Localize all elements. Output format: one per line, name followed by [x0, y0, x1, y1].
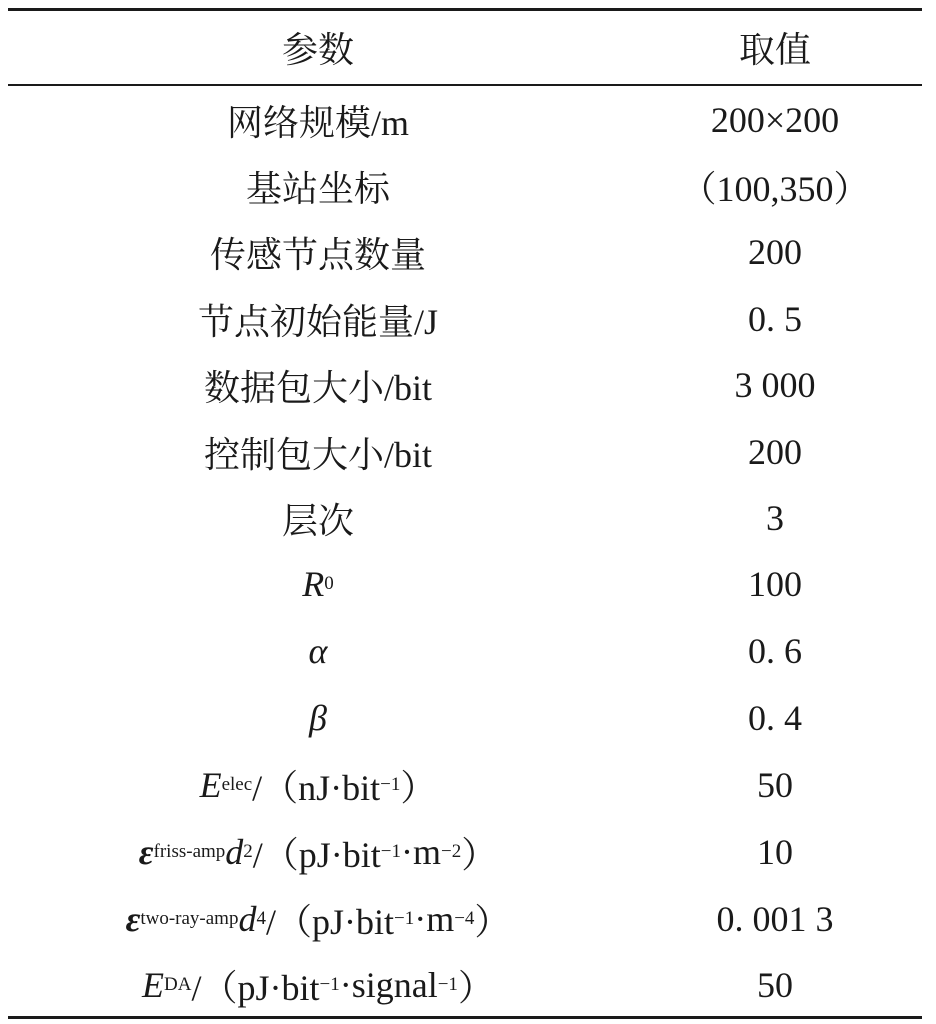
param-d: d — [225, 832, 244, 872]
param-symbol: R — [302, 564, 325, 604]
value-cell: 200×200 — [710, 100, 840, 140]
value-cell: 0. 001 3 — [716, 899, 834, 939]
param-unit: ） — [474, 901, 511, 942]
param-cell: ε friss-amp d 2 /（pJ·bit −1 ·m −2 ） — [8, 819, 628, 885]
value-cell: （100,350） — [680, 168, 870, 209]
param-unit: /（pJ·bit — [191, 967, 320, 1008]
param-cell: 传感节点数量 — [209, 234, 426, 275]
param-unit: /（nJ·bit — [252, 767, 381, 808]
table-top-rule — [8, 8, 922, 11]
table-header-row — [8, 12, 922, 82]
table-header-rule — [8, 84, 922, 86]
value-cell: 50 — [757, 965, 793, 1005]
table-row — [8, 886, 922, 952]
param-unit: /（pJ·bit — [252, 834, 381, 875]
table-row — [8, 685, 922, 751]
table-row — [8, 286, 922, 352]
value-cell: 3 — [766, 498, 784, 538]
value-cell: 10 — [757, 832, 793, 872]
value-cell: 200 — [748, 432, 802, 472]
param-unit: ·m — [414, 899, 455, 939]
param-symbol: ε — [125, 899, 141, 939]
param-unit: ） — [461, 834, 498, 875]
param-cell: 节点初始能量/J — [197, 301, 438, 342]
table-row — [8, 87, 922, 153]
table-row — [8, 551, 922, 617]
param-cell: 层次 — [281, 500, 354, 541]
value-cell: 50 — [757, 765, 793, 805]
param-symbol: β — [309, 698, 327, 738]
param-symbol: ε — [138, 832, 154, 872]
param-symbol: E — [199, 765, 222, 805]
table-row — [8, 352, 922, 418]
header-value: 取值 — [738, 29, 811, 70]
param-symbol: α — [308, 631, 328, 671]
param-cell: R 0 — [302, 564, 334, 604]
table-row — [8, 153, 922, 219]
param-cell — [8, 618, 628, 684]
value-cell: 100 — [748, 564, 802, 604]
param-unit: /（pJ·bit — [265, 901, 394, 942]
param-unit: ·signal — [339, 965, 438, 1005]
value-cell: 200 — [748, 232, 802, 272]
table-row — [8, 485, 922, 551]
table-row — [8, 219, 922, 285]
param-cell: E elec /（nJ·bit −1 ） — [8, 752, 628, 818]
param-cell: 基站坐标 — [245, 168, 390, 209]
param-cell: E DA /（pJ·bit −1 ·signal −1 ） — [8, 952, 628, 1018]
value-cell: 0. 4 — [748, 698, 802, 738]
param-unit: ·m — [401, 832, 442, 872]
param-cell — [8, 685, 628, 751]
param-unit: ） — [400, 767, 437, 808]
table-row — [8, 752, 922, 818]
param-symbol: E — [142, 965, 165, 1005]
table-row — [8, 419, 922, 485]
param-cell: 数据包大小/bit — [203, 367, 432, 408]
param-cell: ε two-ray-amp d 4 /（pJ·bit −1 ·m −4 ） — [8, 886, 628, 952]
header-param: 参数 — [281, 29, 354, 70]
value-cell: 0. 5 — [748, 299, 802, 339]
table-bottom-rule — [8, 1016, 922, 1019]
table-row — [8, 952, 922, 1018]
param-cell: 控制包大小/bit — [203, 434, 432, 475]
param-d: d — [238, 899, 257, 939]
value-cell: 0. 6 — [748, 631, 802, 671]
param-cell: 网络规模/m — [226, 102, 409, 143]
param-unit: ） — [457, 967, 494, 1008]
table-row — [8, 819, 922, 885]
table-row — [8, 618, 922, 684]
value-cell: 3 000 — [734, 365, 816, 405]
